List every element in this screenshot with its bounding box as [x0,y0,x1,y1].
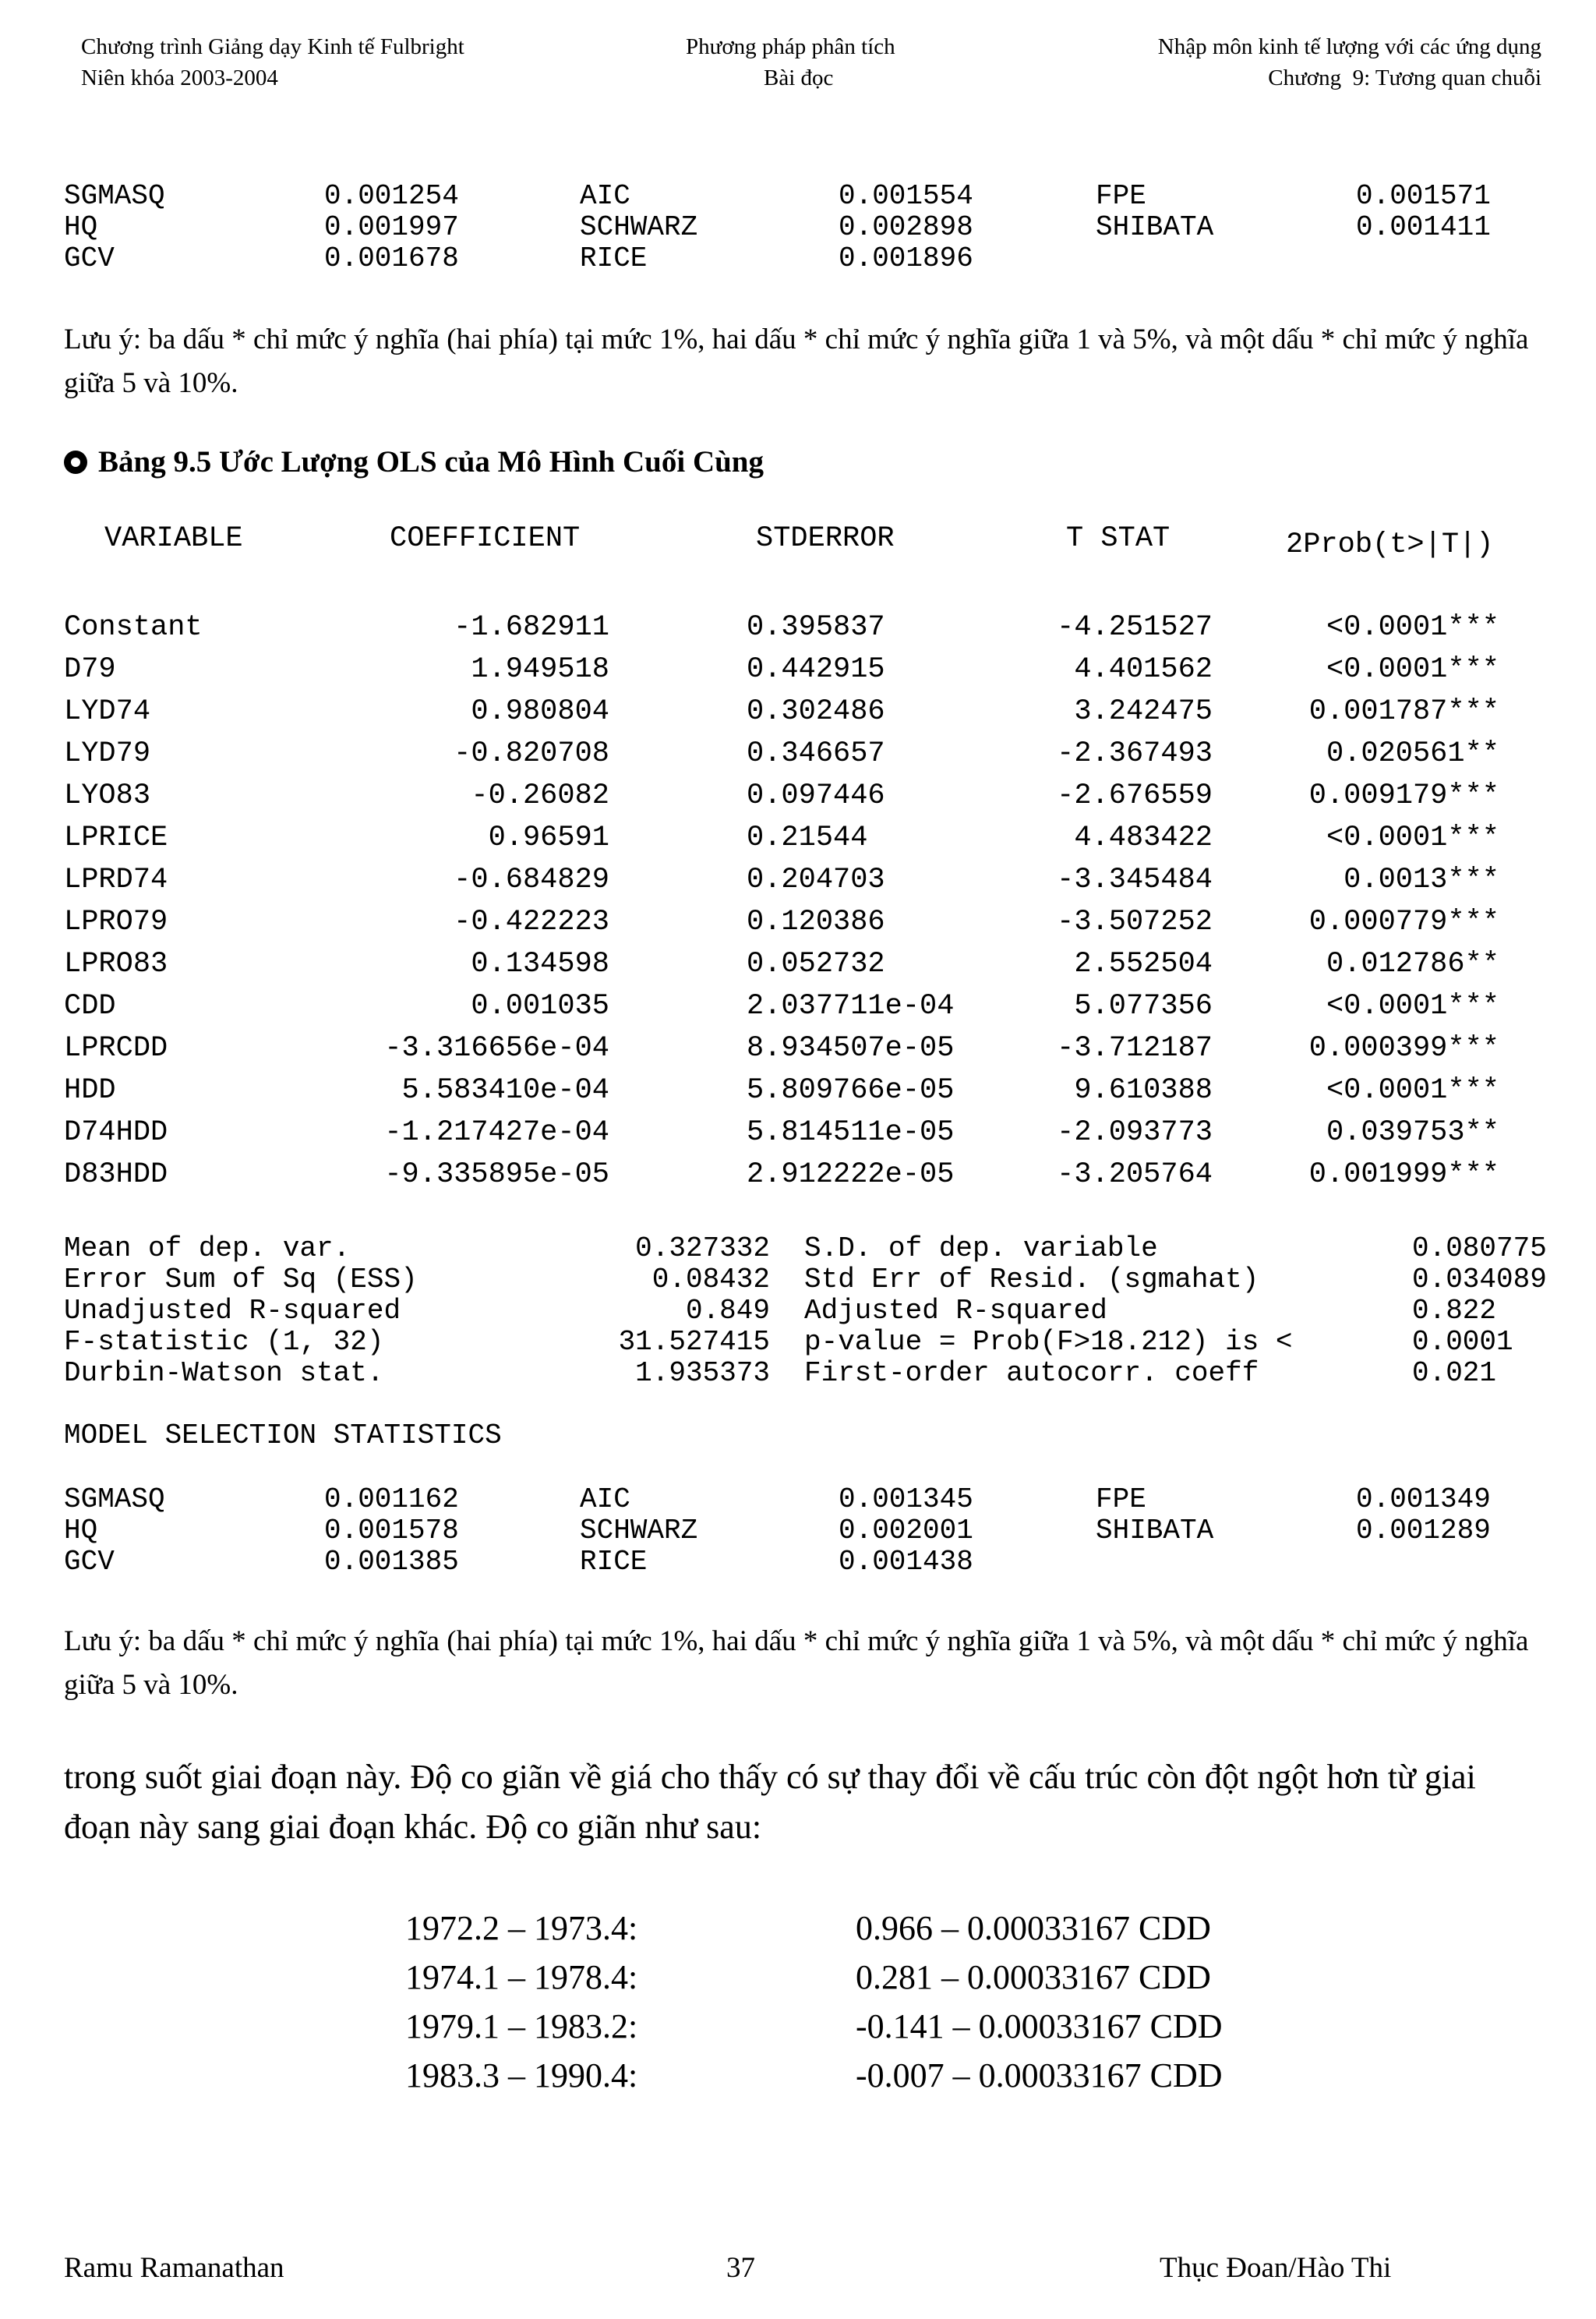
model-stat-cell: 0.001385 [324,1546,459,1578]
page-number: 37 [726,2252,755,2284]
table-cell-stderror: 0.21544 [747,822,868,854]
table-cell-stderror: 0.120386 [747,906,885,939]
model-stat-cell: 0.001349 [1356,1483,1491,1515]
table-cell-variable: HDD [64,1074,116,1107]
top-stat-cell: HQ [64,211,98,243]
table-cell-stderror: 0.097446 [747,779,885,812]
table-cell: -2.093773 [1057,1116,1213,1149]
header-prob: 2Prob(t>|T|) [1286,528,1494,561]
significance-note: Lưu ý: ba dấu * chỉ mức ý nghĩa (hai phía) tại mức 1%, hai dấu * chỉ mức ý nghĩa giữa 1 và 5%, và một dấu * chỉ mức ý nghĩa giữa 5 và 10%. [64,323,1529,399]
table-cell-variable: LPRO79 [64,906,168,939]
summary-value: 31.527415 [618,1326,770,1358]
header-chapter: Chương 9: Tương quan chuỗi [1268,65,1541,90]
summary-value: 0.849 [685,1295,770,1327]
table-cell-variable: LYO83 [64,779,151,812]
table-cell: -3.205764 [1057,1158,1213,1191]
elasticity-formula: -0.141 – 0.00033167 CDD [856,2007,1223,2045]
table-cell: 4.401562 [1074,653,1213,686]
table-cell: -3.507252 [1057,906,1213,939]
table-cell: -3.316656e-04 [384,1032,609,1065]
model-stat-cell: 0.001438 [839,1546,973,1578]
table-cell-stderror: 5.809766e-05 [747,1074,955,1107]
table-cell: 0.009179*** [1308,779,1499,812]
header-variable: VARIABLE [104,522,243,555]
table-cell: 0.96591 [488,822,609,854]
elasticity-period: 1972.2 – 1973.4: [405,1909,638,1947]
table-cell-variable: CDD [64,990,116,1023]
table-cell: 9.610388 [1074,1074,1213,1107]
table-cell: 1.949518 [471,653,609,686]
table-cell: <0.0001*** [1326,611,1499,644]
table-cell: -9.335895e-05 [384,1158,609,1191]
summary-value: 1.935373 [635,1357,770,1389]
summary-label: Durbin-Watson stat. [64,1357,384,1389]
table-title-text: Bảng 9.5 Ước Lượng OLS của Mô Hình Cuối Cùng [98,445,764,479]
model-stat-cell: 0.002001 [839,1515,973,1547]
header-book: Nhập môn kinh tế lượng với các ứng dụng [1157,34,1541,59]
top-stat-cell: SHIBATA [1096,211,1214,243]
table-cell-stderror: 0.442915 [747,653,885,686]
summary-label: Unadjusted R-squared [64,1295,401,1327]
body-paragraph: trong suốt giai đoạn này. Độ co giãn về giá cho thấy có sự thay đổi về cấu trúc còn đột ngột hơn từ giai đoạn này sang giai đoạn khác. Độ co giãn như sau: [64,1758,1476,1846]
model-stat-cell: GCV [64,1546,115,1578]
elasticity-period: 1979.1 – 1983.2: [405,2007,638,2045]
table-cell-variable: LYD79 [64,737,151,770]
model-stat-cell: 0.001578 [324,1515,459,1547]
footer-author: Ramu Ramanathan [64,2252,284,2284]
summary-label: Std Err of Resid. (sgmahat) [804,1264,1259,1296]
table-cell-variable: D74HDD [64,1116,168,1149]
model-stat-cell: 0.001162 [324,1483,459,1515]
table-cell-variable: Constant [64,611,203,644]
table-cell: -0.820708 [454,737,609,770]
table-cell: 0.039753** [1326,1116,1499,1149]
table-cell: 0.001999*** [1308,1158,1499,1191]
model-stat-cell: FPE [1096,1483,1146,1515]
table-cell-stderror: 8.934507e-05 [747,1032,955,1065]
table-cell-stderror: 0.052732 [747,948,885,981]
table-cell-stderror: 2.912222e-05 [747,1158,955,1191]
top-stat-cell: RICE [580,242,648,274]
top-stat-cell: 0.001571 [1356,180,1491,212]
table-cell: 2.552504 [1074,948,1213,981]
table-cell-variable: LPRCDD [64,1032,168,1065]
table-cell: 0.001035 [471,990,609,1023]
table-cell: -3.712187 [1057,1032,1213,1065]
table-cell-variable: LPRO83 [64,948,168,981]
summary-value: 0.0001 [1412,1326,1513,1358]
top-stat-cell: GCV [64,242,115,274]
header-stderror: STDERROR [756,522,895,555]
elasticity-period: 1974.1 – 1978.4: [405,1958,638,1996]
model-stat-cell: SGMASQ [64,1483,165,1515]
summary-value: 0.021 [1412,1357,1497,1389]
model-stat-cell: RICE [580,1546,648,1578]
table-cell-variable: LPRD74 [64,864,168,896]
header-year: Niên khóa 2003-2004 [81,65,278,90]
table-cell-stderror: 0.204703 [747,864,885,896]
table-cell-variable: LPRICE [64,822,168,854]
table-cell: <0.0001*** [1326,990,1499,1023]
significance-note-2: Lưu ý: ba dấu * chỉ mức ý nghĩa (hai phía) tại mức 1%, hai dấu * chỉ mức ý nghĩa giữa 1 và 5%, và một dấu * chỉ mức ý nghĩa giữa 5 và 10%. [64,1625,1529,1701]
model-stat-cell: AIC [580,1483,630,1515]
summary-value: 0.034089 [1412,1264,1547,1296]
summary-label: Mean of dep. var. [64,1232,351,1264]
table-cell-variable: D83HDD [64,1158,168,1191]
model-stat-cell: SHIBATA [1096,1515,1214,1547]
bullet-icon [64,451,87,474]
top-stat-cell: FPE [1096,180,1146,212]
table-cell: -2.367493 [1057,737,1213,770]
top-stat-cell: 0.001997 [324,211,459,243]
table-cell-variable: D79 [64,653,116,686]
model-stat-cell: 0.001289 [1356,1515,1491,1547]
table-cell: -2.676559 [1057,779,1213,812]
table-cell: -0.684829 [454,864,609,896]
model-stat-cell: SCHWARZ [580,1515,698,1547]
summary-label: Error Sum of Sq (ESS) [64,1264,418,1296]
table-cell: -0.26082 [471,779,609,812]
top-stat-cell: 0.001678 [324,242,459,274]
table-cell: 0.000399*** [1308,1032,1499,1065]
summary-label: S.D. of dep. variable [804,1232,1158,1264]
summary-label: F-statistic (1, 32) [64,1326,384,1358]
table-cell: 0.020561** [1326,737,1499,770]
table-cell: <0.0001*** [1326,822,1499,854]
elasticity-formula: 0.966 – 0.00033167 CDD [856,1909,1211,1947]
table-cell: -0.422223 [454,906,609,939]
model-selection-title: MODEL SELECTION STATISTICS [64,1419,502,1451]
header-coefficient: COEFFICIENT [390,522,581,555]
table-cell: 0.134598 [471,948,609,981]
table-cell-stderror: 5.814511e-05 [747,1116,955,1149]
summary-value: 0.822 [1412,1295,1497,1327]
header-tstat: T STAT [1066,522,1171,555]
summary-value: 0.08432 [651,1264,770,1296]
top-stat-cell: AIC [580,180,630,212]
table-cell: -1.217427e-04 [384,1116,609,1149]
top-stat-cell: 0.001554 [839,180,973,212]
table-cell: 0.001787*** [1308,695,1499,728]
table-cell-stderror: 0.395837 [747,611,885,644]
table-cell: <0.0001*** [1326,1074,1499,1107]
summary-label: p-value = Prob(F>18.212) is < [804,1326,1293,1358]
table-cell: 0.980804 [471,695,609,728]
top-stat-cell: 0.001411 [1356,211,1491,243]
table-cell: -1.682911 [454,611,609,644]
summary-value: 0.327332 [635,1232,770,1264]
table-cell: 0.0013*** [1344,864,1499,896]
table-cell: -3.345484 [1057,864,1213,896]
table-cell: <0.0001*** [1326,653,1499,686]
elasticity-formula: 0.281 – 0.00033167 CDD [856,1958,1211,1996]
table-cell-variable: LYD74 [64,695,151,728]
model-stat-cell: 0.001345 [839,1483,973,1515]
table-cell-stderror: 2.037711e-04 [747,990,955,1023]
top-stat-cell: 0.001254 [324,180,459,212]
table-cell: -4.251527 [1057,611,1213,644]
summary-label: First-order autocorr. coeff [804,1357,1259,1389]
table-cell-stderror: 0.302486 [747,695,885,728]
header-type: Bài đọc [764,65,834,90]
table-cell: 5.077356 [1074,990,1213,1023]
footer-translators: Thục Đoan/Hào Thi [1160,2252,1392,2284]
top-stat-cell: SCHWARZ [580,211,698,243]
table-cell: 4.483422 [1074,822,1213,854]
elasticity-formula: -0.007 – 0.00033167 CDD [856,2056,1223,2095]
top-stat-cell: SGMASQ [64,180,165,212]
top-stat-cell: 0.002898 [839,211,973,243]
table-title [64,444,764,479]
table-cell: 5.583410e-04 [401,1074,609,1107]
model-stat-cell: HQ [64,1515,98,1547]
top-stat-cell: 0.001896 [839,242,973,274]
header-subject: Phương pháp phân tích [686,34,895,59]
header-program: Chương trình Giảng dạy Kinh tế Fulbright [81,34,464,59]
summary-label: Adjusted R-squared [804,1295,1107,1327]
table-cell-stderror: 0.346657 [747,737,885,770]
summary-value: 0.080775 [1412,1232,1547,1264]
elasticity-period: 1983.3 – 1990.4: [405,2056,638,2095]
table-cell: 3.242475 [1074,695,1213,728]
table-cell: 0.000779*** [1308,906,1499,939]
table-cell: 0.012786** [1326,948,1499,981]
